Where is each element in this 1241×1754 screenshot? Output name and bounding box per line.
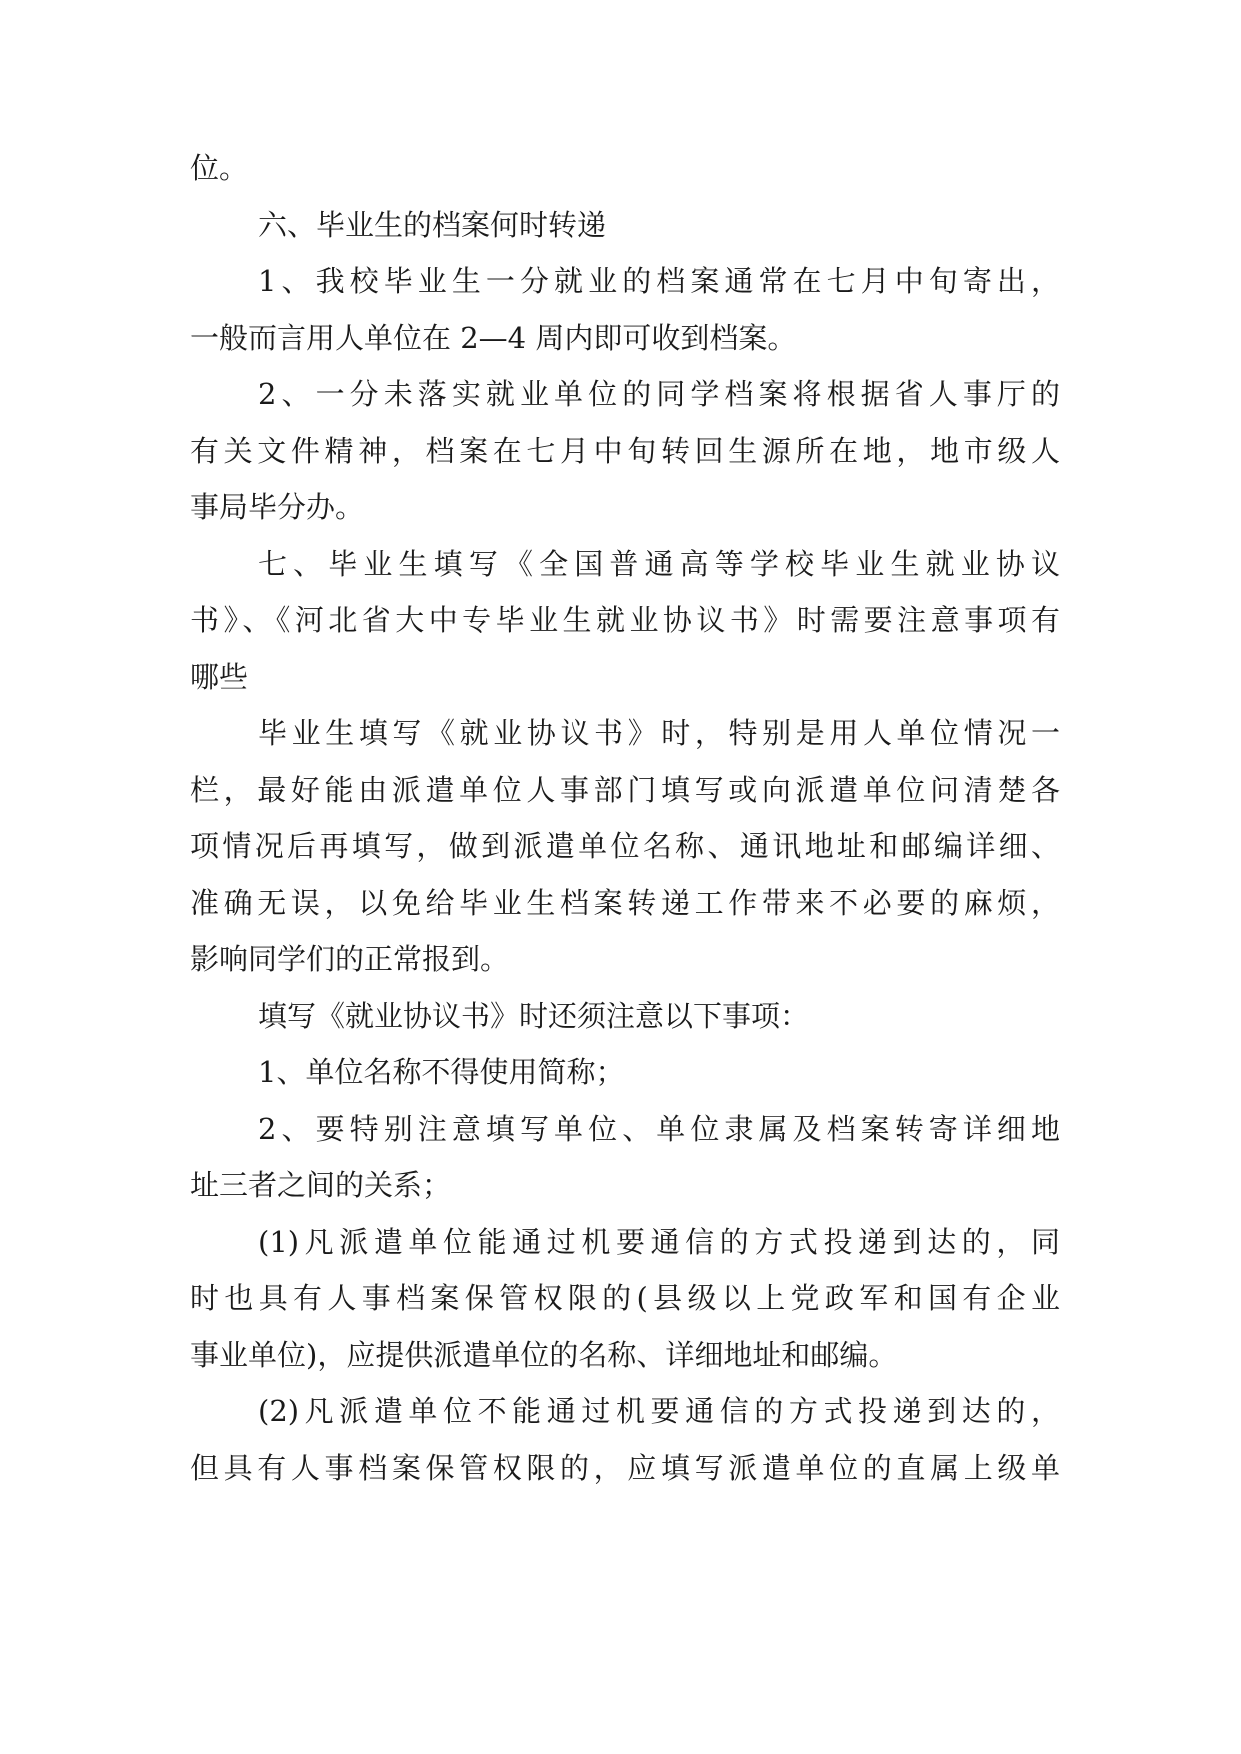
text-line: 址三者之间的关系； bbox=[190, 1168, 452, 1202]
text-line: 位。 bbox=[190, 151, 249, 185]
text-line: 1、我校毕业生一分就业的档案通常在七月中旬寄出， bbox=[258, 264, 1060, 298]
text-line: 事业单位)，应提供派遣单位的名称、详细地址和邮编。 bbox=[190, 1338, 898, 1372]
text-line: 1、单位名称不得使用简称； bbox=[258, 1055, 625, 1089]
text-line: 栏，最好能由派遣单位人事部门填写或向派遣单位问清楚各 bbox=[190, 773, 1060, 807]
text-line: 但具有人事档案保管权限的，应填写派遣单位的直属上级单 bbox=[190, 1451, 1060, 1485]
text-line: (1)凡派遣单位能通过机要通信的方式投递到达的，同 bbox=[258, 1225, 1060, 1259]
text-line: (2)凡派遣单位不能通过机要通信的方式投递到达的， bbox=[258, 1394, 1060, 1428]
section-heading-seven-cont: 哪些 bbox=[190, 660, 249, 694]
text-line: 2、一分未落实就业单位的同学档案将根据省人事厅的 bbox=[258, 377, 1060, 411]
text-line: 准确无误，以免给毕业生档案转递工作带来不必要的麻烦， bbox=[190, 886, 1060, 920]
text-line: 项情况后再填写，做到派遣单位名称、通讯地址和邮编详细、 bbox=[190, 829, 1060, 863]
text-line: 事局毕分办。 bbox=[190, 490, 365, 524]
text-line: 填写《就业协议书》时还须注意以下事项： bbox=[258, 999, 810, 1033]
text-line: 时也具有人事档案保管权限的(县级以上党政军和国有企业 bbox=[190, 1281, 1060, 1315]
text-line: 有关文件精神，档案在七月中旬转回生源所在地，地市级人 bbox=[190, 434, 1060, 468]
section-heading-six: 六、毕业生的档案何时转递 bbox=[258, 208, 607, 242]
text-line: 影响同学们的正常报到。 bbox=[190, 942, 510, 976]
text-line: 2、要特别注意填写单位、单位隶属及档案转寄详细地 bbox=[258, 1112, 1060, 1146]
text-line: 毕业生填写《就业协议书》时，特别是用人单位情况一 bbox=[258, 716, 1060, 750]
text-line: 一般而言用人单位在 2—4 周内即可收到档案。 bbox=[190, 321, 797, 355]
section-heading-seven-cont: 书》、《河北省大中专毕业生就业协议书》时需要注意事项有 bbox=[190, 603, 1060, 637]
section-heading-seven: 七、毕业生填写《全国普通高等学校毕业生就业协议 bbox=[258, 547, 1060, 581]
